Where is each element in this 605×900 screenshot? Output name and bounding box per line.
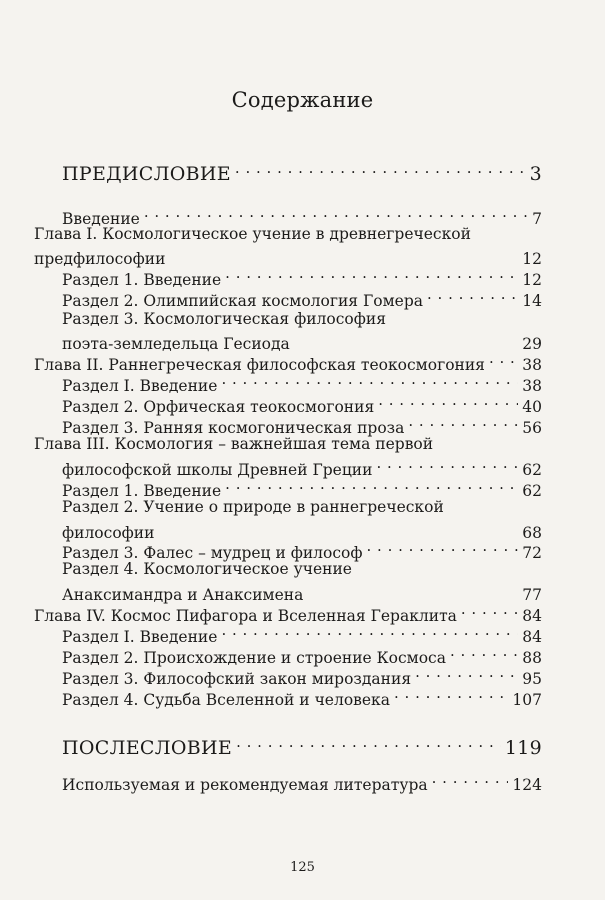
entry-page: 72	[522, 544, 542, 562]
dot-leader	[221, 622, 518, 642]
entry-label: Анаксимандра и Анаксимена	[62, 586, 304, 604]
entry-page: 62	[522, 461, 542, 479]
entry-label: Глава II. Раннегреческая философская теокосмогония	[34, 356, 485, 374]
dot-leader	[225, 265, 518, 285]
entry-page: 77	[522, 586, 542, 604]
entry-label: Раздел 3. Ранняя космогоническая проза	[62, 419, 405, 437]
entry-label: Раздел 2. Орфическая теокосмогония	[62, 398, 375, 416]
entry-label: Раздел 1. Введение	[62, 482, 222, 500]
entry-label: поэта-земледельца Гесиода	[62, 335, 290, 353]
entry-page: 56	[522, 419, 542, 437]
chapter-1-title-line1: Глава I. Космологическое учение в древнегреческой	[34, 225, 471, 243]
entry-label: Введение	[62, 210, 140, 228]
entry-page: 119	[504, 737, 542, 759]
entry-label: Раздел 4. Судьба Вселенной и человека	[62, 691, 390, 709]
entry-page: 29	[522, 335, 542, 353]
entry-page: 7	[532, 210, 542, 228]
entry-label: ПОСЛЕСЛОВИЕ	[62, 737, 233, 759]
entry-page: 38	[522, 377, 542, 395]
entry-label: философской школы Древней Греции	[62, 461, 373, 479]
dot-leader	[415, 664, 518, 684]
entry-page: 14	[522, 292, 542, 310]
dot-leader	[489, 350, 518, 370]
entry-label: Используемая и рекомендуемая литература	[62, 776, 428, 794]
entry-page: 3	[529, 163, 542, 185]
dot-leader	[236, 730, 501, 754]
dot-leader	[376, 455, 518, 475]
ch1-section-3-line1: Раздел 3. Космологическая философия	[62, 310, 386, 328]
entry-label: Раздел 3. Фалес – мудрец и философ	[62, 544, 363, 562]
page-number-footer: 125	[290, 860, 315, 875]
entry-label: Раздел 3. Философский закон мироздания	[62, 670, 412, 688]
entry-page: 88	[522, 649, 542, 667]
entry-label: Раздел 2. Происхождение и строение Космоса	[62, 649, 446, 667]
entry-label: Глава IV. Космос Пифагора и Вселенная Гераклита	[34, 607, 457, 625]
toc-entry-preface	[62, 156, 542, 184]
entry-page: 38	[522, 356, 542, 374]
entry-page: 124	[512, 776, 542, 794]
dot-leader	[144, 204, 528, 224]
dot-leader	[427, 286, 518, 306]
entry-page: 107	[512, 691, 542, 709]
entry-page: 95	[522, 670, 542, 688]
entry-label: философии	[62, 524, 155, 542]
entry-label: Раздел 2. Олимпийская космология Гомера	[62, 292, 423, 310]
dot-leader	[450, 643, 518, 663]
page-title: Содержание	[231, 88, 374, 112]
entry-label: ПРЕДИСЛОВИЕ	[62, 163, 231, 185]
entry-label: Раздел I. Введение	[62, 628, 218, 646]
dot-leader	[394, 685, 508, 705]
toc-entry-ch1-section-2	[62, 286, 542, 311]
chapter-3-title-line1: Глава III. Космология – важнейшая тема первой	[34, 435, 434, 453]
dot-leader	[367, 538, 519, 558]
entry-page: 62	[522, 482, 542, 500]
dot-leader	[378, 392, 518, 412]
entry-page: 12	[522, 271, 542, 289]
entry-page: 68	[522, 524, 542, 542]
entry-page: 84	[522, 628, 542, 646]
entry-label: Раздел I. Введение	[62, 377, 218, 395]
entry-label: предфилософии	[34, 250, 166, 268]
ch3-section-4-line1: Раздел 4. Космологическое учение	[62, 560, 352, 578]
entry-page: 12	[522, 250, 542, 268]
dot-leader	[221, 371, 518, 391]
toc-entry-afterword	[62, 730, 542, 758]
entry-page: 40	[522, 398, 542, 416]
toc-entry-literature	[62, 770, 542, 795]
entry-label: Раздел 1. Введение	[62, 271, 222, 289]
ch3-section-2-line1: Раздел 2. Учение о природе в раннегреческой	[62, 498, 444, 516]
dot-leader	[461, 601, 518, 621]
dot-leader	[432, 770, 509, 790]
dot-leader	[225, 476, 518, 496]
toc-entry-ch4-section-4	[62, 685, 542, 710]
dot-leader	[408, 413, 518, 433]
entry-page: 84	[522, 607, 542, 625]
dot-leader	[235, 156, 526, 180]
